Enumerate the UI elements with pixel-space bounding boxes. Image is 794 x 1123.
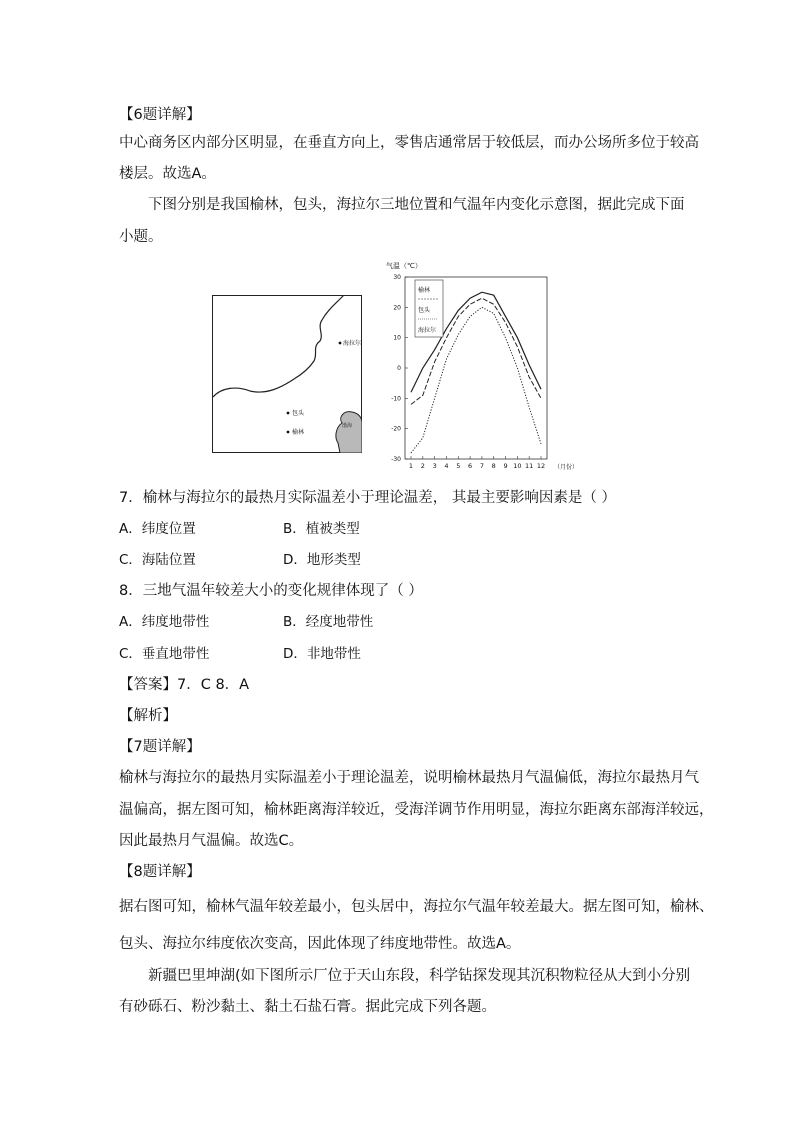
legend-baotou: 包头 — [418, 307, 431, 314]
y-tick-label: -20 — [391, 425, 401, 433]
answer: 【答案】7．C 8．A — [119, 677, 250, 693]
section6-heading: 【6题详解】 — [119, 107, 201, 123]
y-tick-label: 30 — [393, 274, 401, 281]
baotou-dot — [287, 412, 290, 415]
x-tick-label: 9 — [503, 462, 508, 470]
x-tick-label: 1 — [408, 462, 414, 470]
x-tick-label: 12 — [536, 462, 546, 470]
x-axis-label: （月份） — [554, 464, 579, 471]
intro-line1: 下图分别是我国榆林，包头，海拉尔三地位置和气温年内变化示意图，据此完成下面 — [148, 197, 685, 213]
baotou-label: 包头 — [292, 410, 305, 417]
section8-heading: 【8题详解】 — [119, 864, 201, 880]
q8-option-b: B．经度地带性 — [283, 614, 374, 630]
hailaer-label: 海拉尔 — [343, 340, 362, 347]
location-map — [212, 295, 362, 453]
y-tick-label: -30 — [391, 456, 401, 463]
x-tick-label: 3 — [432, 462, 437, 470]
chart-title: 气温（℃） — [386, 262, 422, 270]
legend — [415, 280, 443, 337]
yulin-label: 榆林 — [292, 429, 305, 436]
analysis-heading: 【解析】 — [119, 708, 177, 724]
q7-option-c: C．海陆位置 — [119, 552, 196, 568]
legend-hailaer: 海拉尔 — [418, 327, 437, 334]
q8-option-a: A．纬度地带性 — [119, 614, 210, 630]
yulin-dot — [287, 431, 290, 434]
q8-stem: 8．三地气温年较差大小的变化规律体现了（ ） — [119, 583, 423, 599]
temperature-chart — [380, 258, 590, 473]
x-tick-label: 4 — [444, 462, 449, 470]
y-tick-label: 0 — [397, 365, 401, 372]
q8-option-d: D．非地带性 — [283, 646, 361, 662]
section6-text-line2: 楼层。故选A。 — [119, 166, 216, 182]
next-intro-line2: 有砂砾石、粉沙黏土、黏土石盐石膏。据此完成下列各题。 — [119, 999, 496, 1015]
x-tick-label: 11 — [525, 462, 534, 470]
x-tick-label: 5 — [456, 462, 461, 470]
q7-stem: 7．榆林与海拉尔的最热月实际温差小于理论温差， 其最主要影响因素是（ ） — [119, 490, 616, 506]
x-tick-label: 2 — [420, 462, 425, 470]
y-tick-label: 10 — [393, 334, 401, 342]
section8-text-line1: 据右图可知，榆林气温年较差最小，包头居中，海拉尔气温年较差最大。据左图可知，榆林、 — [119, 899, 714, 915]
section7-text-line1: 榆林与海拉尔的最热月实际温差小于理论温差，说明榆林最热月气温偏低，海拉尔最热月气 — [119, 770, 699, 786]
y-tick-label: -10 — [391, 395, 401, 403]
section8-text-line2: 包头、海拉尔纬度依次变高，因此体现了纬度地带性。故选A。 — [119, 936, 521, 952]
x-tick-label: 8 — [491, 462, 496, 470]
y-tick-label: 20 — [393, 304, 401, 312]
q7-option-d: D．地形类型 — [283, 552, 361, 568]
x-tick-label: 10 — [513, 462, 522, 470]
intro-line2: 小题。 — [119, 229, 163, 245]
next-intro-line1: 新疆巴里坤湖(如下图所示厂位于天山东段，科学钻探发现其沉积物粒径从大到小分别 — [148, 968, 691, 984]
section7-text-line2: 温偏高，据左图可知，榆林距离海洋较近，受海洋调节作用明显，海拉尔距离东部海洋较远， — [119, 802, 714, 818]
q8-option-c: C．垂直地带性 — [119, 646, 210, 662]
section7-heading: 【7题详解】 — [119, 739, 201, 755]
q7-option-a: A．纬度位置 — [119, 521, 196, 537]
hailaer-dot — [339, 342, 342, 345]
x-tick-label: 6 — [468, 462, 473, 470]
section7-text-line3: 因此最热月气温偏。故选C。 — [119, 833, 304, 849]
legend-yulin: 榆林 — [418, 287, 431, 294]
section6-text-line1: 中心商务区内部分区明显，在垂直方向上，零售店通常居于较低层，而办公场所多位于较高 — [119, 135, 699, 151]
sea-label: 渤海 — [342, 423, 353, 429]
x-tick-label: 7 — [479, 462, 484, 470]
q7-option-b: B．植被类型 — [283, 521, 360, 537]
